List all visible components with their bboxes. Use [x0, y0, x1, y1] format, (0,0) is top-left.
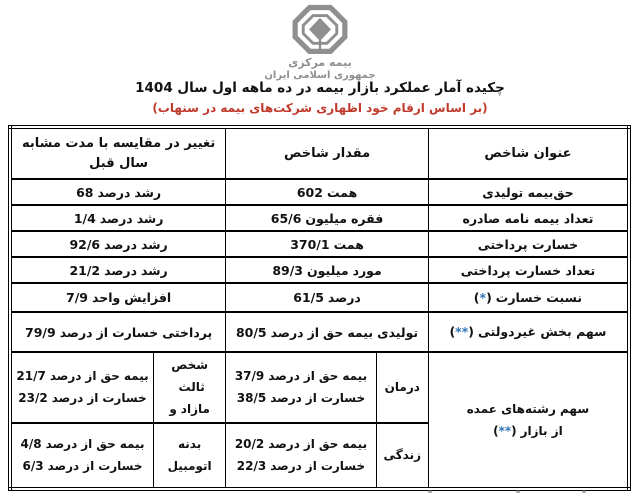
- table-row: [10, 352, 629, 423]
- indicator-change: 21/2 درصد رشد: [10, 257, 226, 283]
- table-row: [10, 257, 629, 283]
- category-value: 37/9 درصد از حق بیمه 38/5 درصد از خسارت: [226, 352, 376, 423]
- indicator-change: 7/9 واحد افزایش: [10, 283, 226, 312]
- indicator-change: 92/6 درصد رشد: [10, 231, 226, 257]
- page-subtitle: (بر اساس ارقام خود اظهاری شرکت‌های بیمه در سنهاب): [152, 101, 488, 115]
- statistics-table: [8, 125, 631, 491]
- header-value: مقدار شاخص: [226, 127, 429, 179]
- table-row: [10, 231, 629, 257]
- central-insurance-emblem-icon: [287, 4, 353, 56]
- table-row: [10, 312, 629, 352]
- indicator-value: 370/1 همت: [226, 231, 429, 257]
- indicator-label: نسبت خسارت (*): [428, 283, 629, 312]
- indicator-change: 68 درصد رشد: [10, 179, 226, 205]
- table-row: [10, 283, 629, 312]
- footnote-marker: (*): [473, 289, 492, 305]
- cutoff-footnote-fragment: [582, 490, 586, 493]
- indicator-label: تعداد خسارت پرداختی: [428, 257, 629, 283]
- indicator-label: حق‌بیمه تولیدی: [428, 179, 629, 205]
- change-category: بدنه اتومبیل: [154, 423, 226, 489]
- footnote-marker: (**): [493, 423, 517, 438]
- indicator-value: 61/5 درصد: [226, 283, 429, 312]
- indicator-label: تعداد بیمه نامه صادره: [428, 205, 629, 231]
- value-category: زندگی: [376, 423, 428, 489]
- central-insurance-logo: [0, 4, 640, 82]
- cutoff-footnote-fragment: [428, 490, 432, 493]
- indicator-label: خسارت پرداختی: [428, 231, 629, 257]
- indicator-label-major-lines: سهم رشته‌های عمده از بازار (**): [428, 352, 629, 489]
- category-change: 4/8 درصد از حق بیمه 6/3 درصد از خسارت: [10, 423, 154, 489]
- indicator-value: 89/3 میلیون مورد: [226, 257, 429, 283]
- header-indicator: عنوان شاخص: [428, 127, 629, 179]
- header-change: تغییر در مقایسه با مدت مشابه سال قبل: [10, 127, 226, 179]
- indicator-value: 602 همت: [226, 179, 429, 205]
- table-row: [10, 179, 629, 205]
- indicator-label: سهم بخش غیردولتی (**): [428, 312, 629, 352]
- table-header-row: [10, 127, 629, 179]
- change-category: شخصثالث و مازاد: [154, 352, 226, 423]
- indicator-change: 1/4 درصد رشد: [10, 205, 226, 231]
- indicator-value: 80/5 درصد از حق بیمه تولیدی: [226, 312, 429, 352]
- category-change: 21/7 درصد از حق بیمه 23/2 درصد از خسارت: [10, 352, 154, 423]
- page-title: چکیده آمار عملکرد بازار بیمه در ده ماهه اول سال 1404: [135, 80, 505, 96]
- logo-text-line2: جمهوری اسلامی ایران: [264, 69, 376, 81]
- footnote-marker: (**): [449, 324, 474, 340]
- value-category: درمان: [376, 352, 428, 423]
- cutoff-footnote-fragment: [516, 490, 520, 493]
- logo-text-line1: بیمه مرکزی: [288, 56, 352, 69]
- table-row: [10, 205, 629, 231]
- indicator-change: 79/9 درصد از خسارت پرداختی: [10, 312, 226, 352]
- category-value: 20/2 درصد از حق بیمه 22/3 درصد از خسارت: [226, 423, 376, 489]
- indicator-value: 65/6 میلیون فقره: [226, 205, 429, 231]
